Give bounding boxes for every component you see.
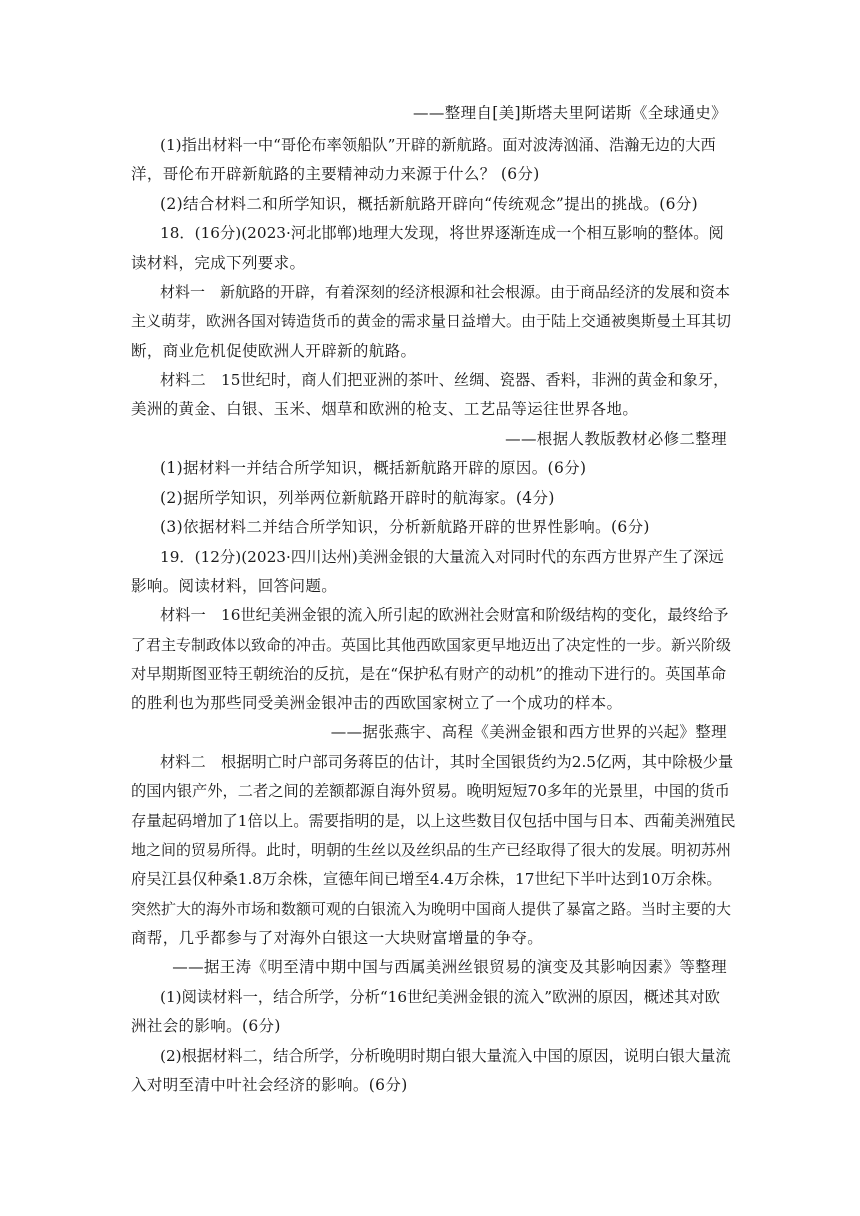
q18-material1-line3: 断，商业危机促使欧洲人开辟新的航路。 — [131, 342, 417, 360]
q18-material1-line1: 材料一 新航路的开辟，有着深刻的经济根源和社会根源。由于商品经济的发展和资本 — [160, 283, 731, 301]
q17-sub1-line2: 洋，哥伦布开辟新航路的主要精神动力来源于什么？ (6分) — [131, 165, 540, 183]
q19-material1-line4: 的胜利也为那些同受美洲金银冲击的西欧国家树立了一个成功的样本。 — [131, 694, 623, 712]
q19-material2-line2: 的国内银产外，二者之间的差额都源自海外贸易。晚明短短70多年的光景里，中国的货币 — [131, 782, 730, 800]
q19-material2-line7: 商帮，几乎都参与了对海外白银这一大块财富增量的争夺。 — [131, 929, 544, 947]
q19-intro-line1: 19．(12分)(2023·四川达州)美洲金银的大量流入对同时代的东西方世界产生了深远 — [160, 548, 724, 566]
q19-intro-line2: 影响。阅读材料，回答问题。 — [131, 577, 338, 595]
q19-sub1-line1: (1)阅读材料一，结合所学，分析“16世纪美洲金银的流入”欧洲的原因，概述其对欧 — [160, 988, 720, 1006]
q19-material1-source: ——据张燕宇、高程《美洲金银和西方世界的兴起》整理 — [330, 723, 727, 741]
q19-sub2-line1: (2)根据材料二，结合所学，分析晚明时期白银大量流入中国的原因，说明白银大量流 — [160, 1047, 731, 1065]
q18-material2-source: ——根据人教版教材必修二整理 — [505, 430, 727, 448]
q17-sub1-line1: (1)指出材料一中“哥伦布率领船队”开辟的新航路。面对波涛汹涌、浩瀚无边的大西 — [160, 136, 716, 154]
q18-intro-line2: 读材料，完成下列要求。 — [131, 254, 306, 272]
q18-material2-line1: 材料二 15世纪时，商人们把亚洲的茶叶、丝绸、瓷器、香料，非洲的黄金和象牙， — [160, 371, 729, 389]
q19-material2-line6: 突然扩大的海外市场和数额可观的白银流入为晚明中国商人提供了暴富之路。当时主要的大 — [131, 900, 732, 918]
q19-material1-line3: 对早期斯图亚特王朝统治的反抗，是在“保护私有财产的动机”的推动下进行的。英国革命 — [131, 665, 727, 683]
q19-material2-line5: 府吴江县仅种桑1.8万余株，宣德年间已增至4.4万余株，17世纪下半叶达到10万余株。 — [131, 870, 722, 888]
q17-sub2: (2)结合材料二和所学知识，概括新航路开辟向“传统观念”提出的挑战。(6分) — [160, 195, 699, 213]
q19-sub1-line2: 洲社会的影响。(6分) — [131, 1017, 281, 1035]
q18-material2-line2: 美洲的黄金、白银、玉米、烟草和欧洲的枪支、工艺品等运往世界各地。 — [131, 400, 639, 418]
q19-material1-line2: 了君主专制政体以致命的冲击。英国比其他西欧国家更早地迈出了决定性的一步。新兴阶级 — [131, 636, 732, 654]
q18-material1-line2: 主义萌芽，欧洲各国对铸造货币的黄金的需求量日益增大。由于陆上交通被奥斯曼土耳其切 — [131, 312, 732, 330]
q19-material2-line3: 存量起码增加了1倍以上。需要指明的是，以上这些数目仅包括中国与日本、西葡美洲殖民 — [131, 812, 736, 830]
q18-sub3: (3)依据材料二并结合所学知识，分析新航路开辟的世界性影响。(6分) — [160, 518, 650, 536]
q19-sub2-line2: 入对明至清中叶社会经济的影响。(6分) — [131, 1076, 408, 1094]
q18-sub1: (1)据材料一并结合所学知识，概括新航路开辟的原因。(6分) — [160, 459, 587, 477]
q18-intro-line1: 18．(16分)(2023·河北邯郸)地理大发现，将世界逐渐连成一个相互影响的整体。阅 — [160, 224, 724, 242]
q18-sub2: (2)据所学知识，列举两位新航路开辟时的航海家。(4分) — [160, 489, 555, 507]
prev-material-source: ——整理自[美]斯塔夫里阿诺斯《全球通史》 — [413, 104, 727, 122]
q19-material1-line1: 材料一 16世纪美洲金银的流入所引起的欧洲社会财富和阶级结构的变化，最终给予 — [160, 606, 729, 624]
q19-material2-line1: 材料二 根据明亡时户部司务蒋臣的估计，其时全国银货约为2.5亿两，其中除极少量 — [160, 753, 734, 771]
q19-material2-line4: 地之间的贸易所得。此时，明朝的生丝以及丝织品的生产已经取得了很大的发展。明初苏州 — [131, 841, 732, 859]
q19-material2-source: ——据王涛《明至清中期中国与西属美洲丝银贸易的演变及其影响因素》等整理 — [172, 958, 727, 976]
